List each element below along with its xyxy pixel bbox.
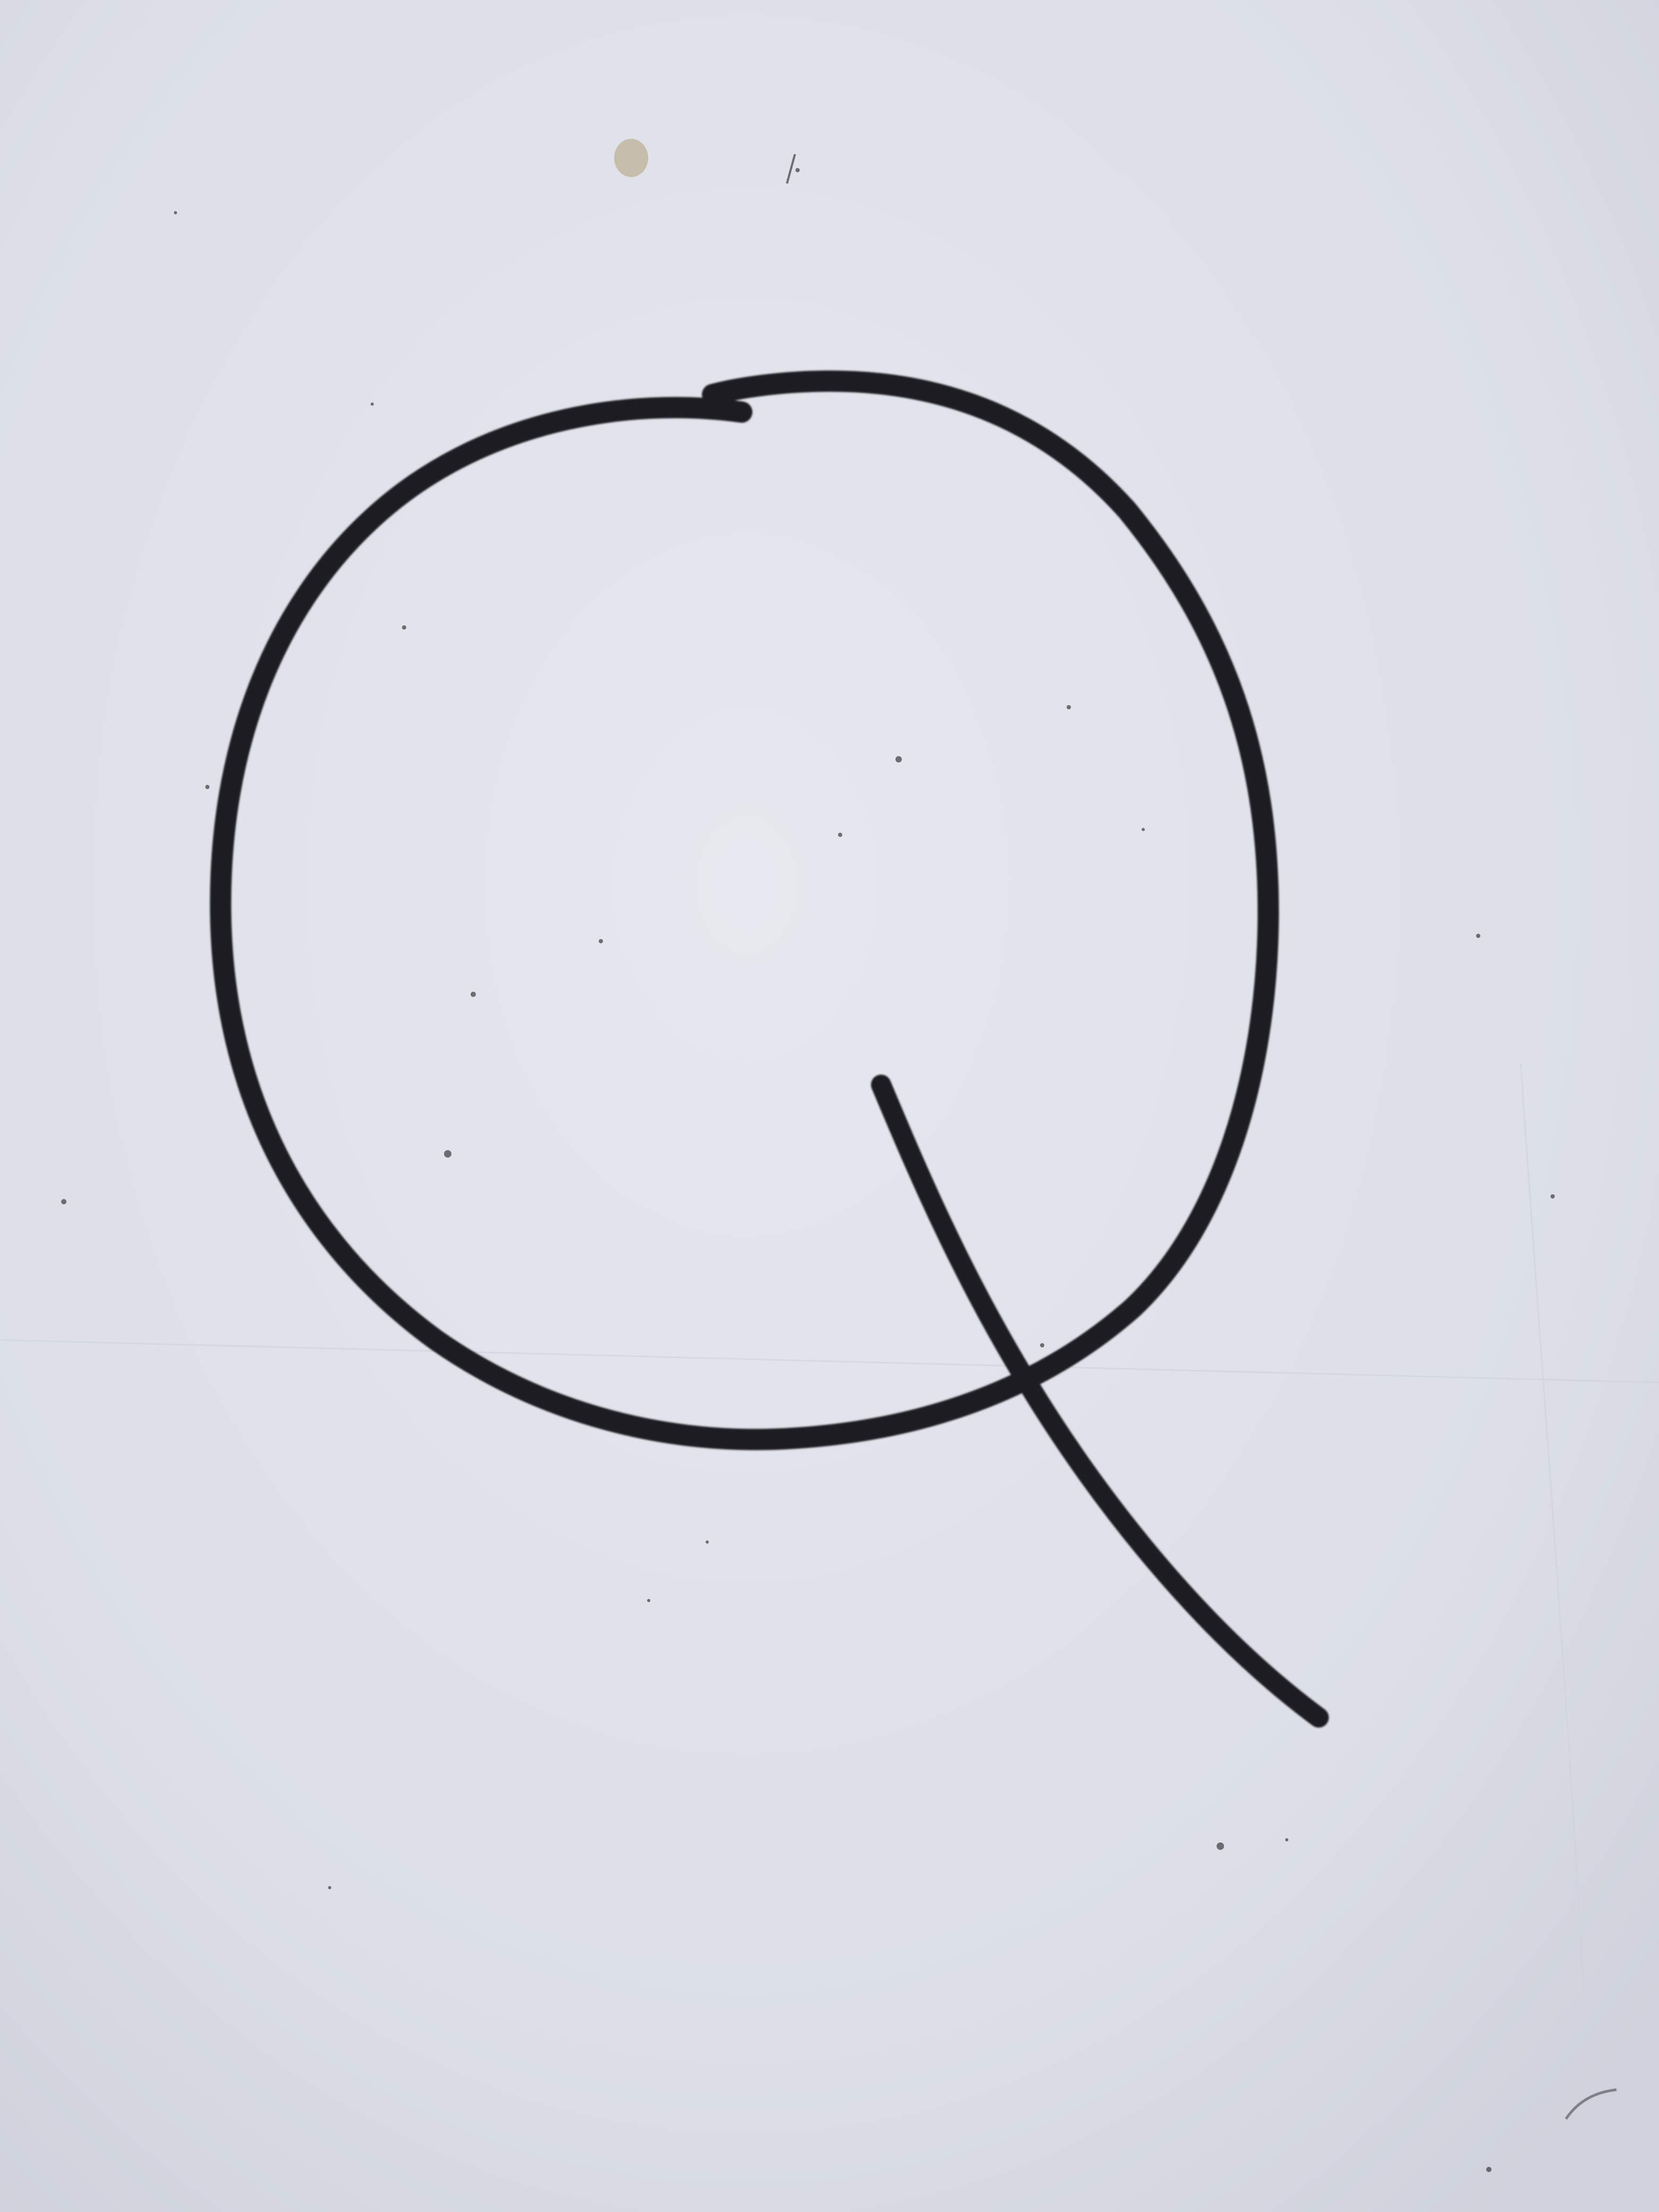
paper-stain	[614, 139, 648, 177]
